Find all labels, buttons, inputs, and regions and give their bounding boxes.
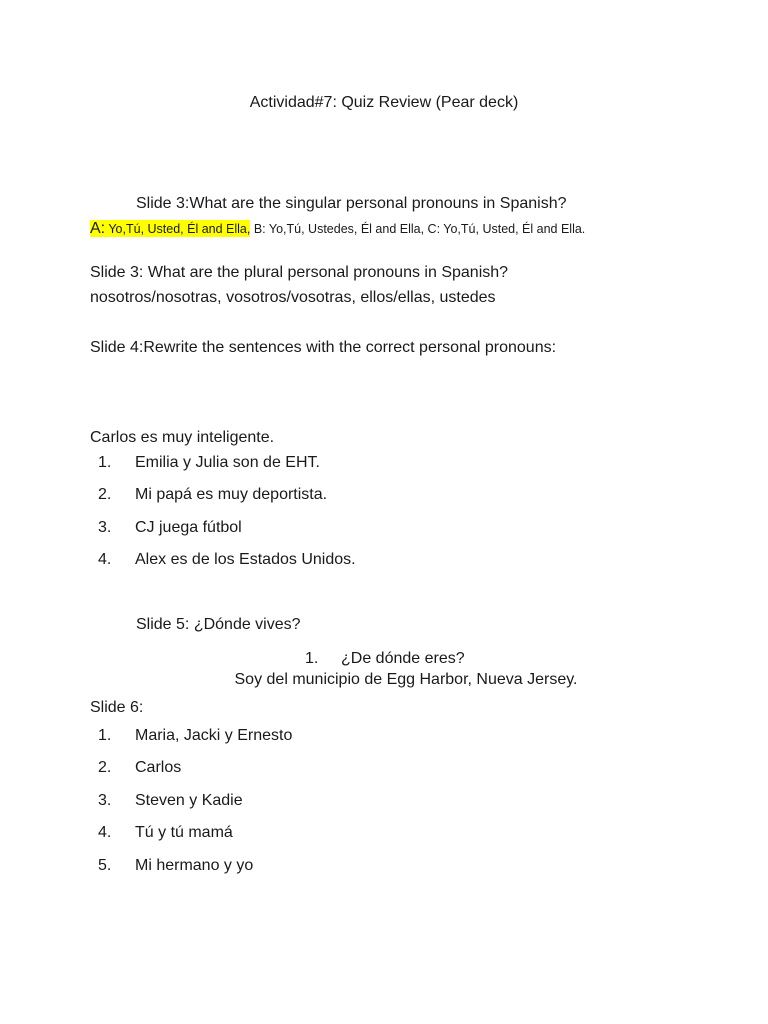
list-text: Mi hermano y yo [135, 857, 254, 874]
list-text: Tú y tú mamá [135, 824, 233, 841]
document-title: Actividad#7: Quiz Review (Pear deck) [249, 94, 519, 111]
list-number: 1. [98, 454, 112, 471]
slide6-heading: Slide 6: [90, 699, 144, 716]
answer-a-prefix: A: [90, 220, 106, 237]
slide5-sub-question: ¿De dónde eres? [341, 650, 465, 667]
slide5-answer: Soy del municipio de Egg Harbor, Nueva Jersey. [234, 671, 578, 688]
slide3-plural-question: Slide 3: What are the plural personal pronouns in Spanish? [90, 264, 509, 281]
list-number: 5. [98, 857, 112, 874]
slide5-sub-number: 1. [305, 650, 319, 667]
list-number: 1. [98, 727, 112, 744]
slide3-singular-question: Slide 3:What are the singular personal pronouns in Spanish? [136, 195, 567, 212]
list-number: 4. [98, 551, 112, 568]
slide4-example-sentence: Carlos es muy inteligente. [90, 429, 275, 446]
slide3-singular-answers [90, 219, 585, 239]
answer-options-rest: B: Yo,Tú, Ustedes, Él and Ella, C: Yo,Tú, Usted, Él and Ella. [250, 222, 586, 236]
list-number: 4. [98, 824, 112, 841]
answer-a-text: Yo,Tú, Usted, Él and Ella, [105, 222, 251, 236]
list-text: Maria, Jacki y Ernesto [135, 727, 293, 744]
slide3-plural-answer: nosotros/nosotras, vosotros/vosotras, ellos/ellas, ustedes [90, 289, 496, 306]
list-number: 2. [98, 759, 112, 776]
slide5-question: Slide 5: ¿Dónde vives? [136, 616, 301, 633]
highlighted-answer [90, 220, 250, 237]
list-number: 2. [98, 486, 112, 503]
list-number: 3. [98, 519, 112, 536]
list-text: Alex es de los Estados Unidos. [135, 551, 356, 568]
list-text: Steven y Kadie [135, 792, 243, 809]
list-text: Mi papá es muy deportista. [135, 486, 328, 503]
slide4-question: Slide 4:Rewrite the sentences with the correct personal pronouns: [90, 339, 557, 356]
list-text: CJ juega fútbol [135, 519, 242, 536]
list-text: Carlos [135, 759, 182, 776]
list-number: 3. [98, 792, 112, 809]
list-text: Emilia y Julia son de EHT. [135, 454, 320, 471]
